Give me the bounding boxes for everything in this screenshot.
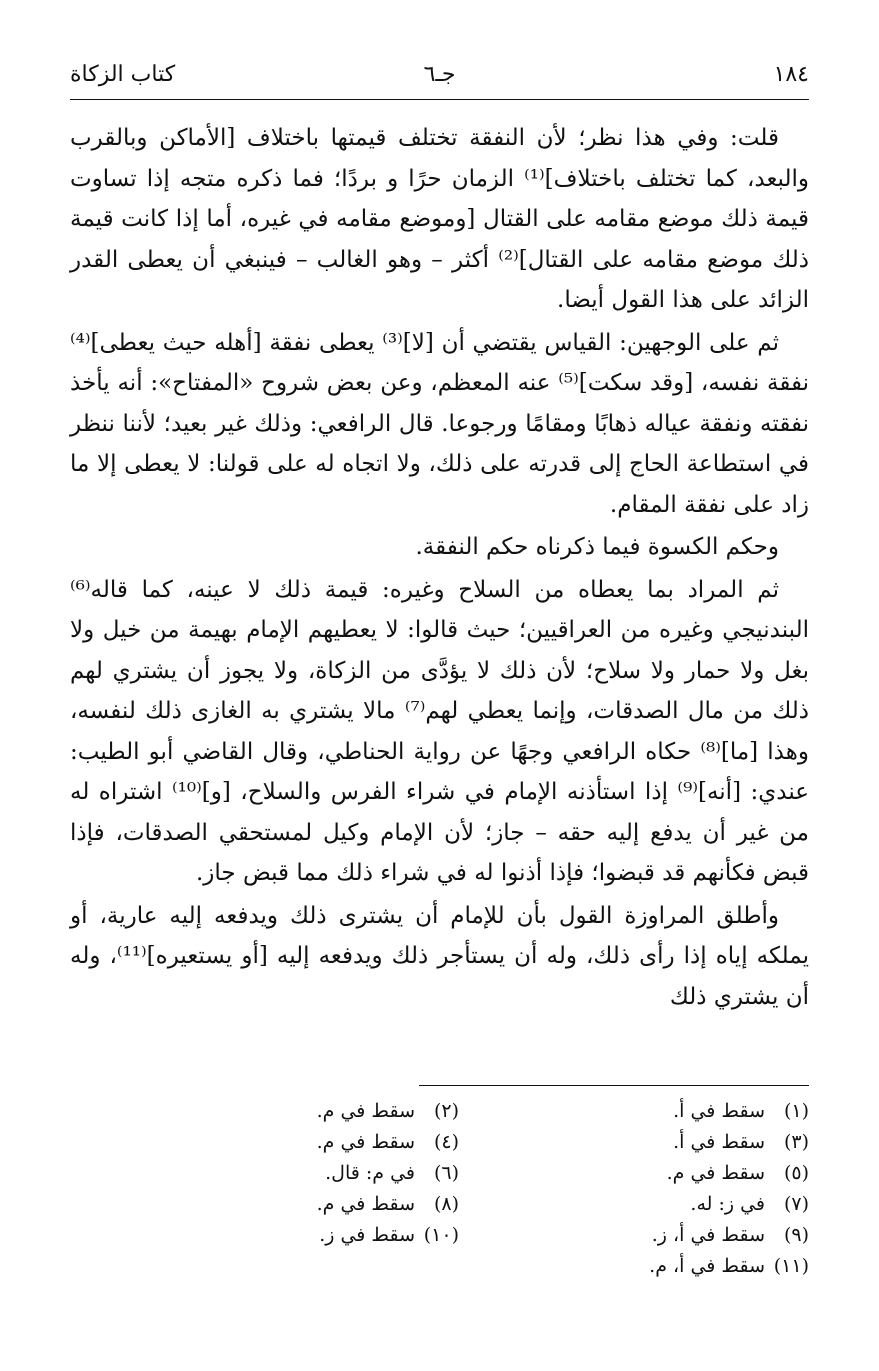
main-text <box>70 118 809 1017</box>
page-number: ١٨٤ <box>773 62 809 87</box>
footnote-number: (٦) <box>433 1162 459 1184</box>
footnote-3 <box>459 1127 809 1158</box>
footnote-text: سقط في أ، ز. <box>651 1224 765 1246</box>
footnote-text: في م: قال. <box>325 1162 415 1184</box>
volume-label: جـ٦ <box>423 62 456 87</box>
footnote-2 <box>109 1096 459 1127</box>
book-title: كتاب الزكاة <box>70 62 176 87</box>
footnote-6 <box>109 1158 459 1189</box>
paragraph-5: وأطلق المراوزة القول بأن للإمام أن يشترى ذلك ويدفعه إليه عارية، أو يملكه إياه إذا رأى ذلك، وله أن يستأجر ذلك ويدفعه إليه [أو يستعيره]⁽¹¹⁾، وله أن يشتري ذلك <box>70 902 809 1010</box>
footnote-7 <box>459 1189 809 1220</box>
footnote-text: سقط في م. <box>316 1131 415 1153</box>
footnote-10 <box>109 1220 459 1251</box>
footnote-8 <box>109 1189 459 1220</box>
footnote-number: (٨) <box>433 1193 459 1215</box>
paragraph-3: وحكم الكسوة فيما ذكرناه حكم النفقة. <box>415 534 779 560</box>
paragraph-1: قلت: وفي هذا نظر؛ لأن النفقة تختلف قيمتها باختلاف [الأماكن وبالقرب والبعد، كما تختلف باختلاف]⁽¹⁾ الزمان حرًا و بردًا؛ فما ذكره متجه إذا تساوت قيمة ذلك موضع مقامه على القتال [وموضع مقامه في غيره، أما إذا كانت قيمة ذلك موضع مقامه على القتال]⁽²⁾ أكثر – وهو الغالب – فينبغي أن يعطى القدر الزائد على هذا القول أيضا. <box>70 125 810 313</box>
header-divider <box>70 99 809 100</box>
footnote-number: (٧) <box>783 1193 809 1215</box>
footnote-5 <box>459 1158 809 1189</box>
footnotes <box>109 1096 809 1282</box>
footnote-text: سقط في ز. <box>319 1224 415 1246</box>
footnote-11 <box>459 1251 809 1282</box>
footnote-1 <box>459 1096 809 1127</box>
footnote-number: (٣) <box>783 1131 809 1153</box>
footnote-number: (١٠) <box>423 1224 459 1246</box>
footnote-4 <box>109 1127 459 1158</box>
footnote-text: سقط في م. <box>316 1193 415 1215</box>
footnote-number: (٥) <box>783 1162 809 1184</box>
footnote-text: سقط في م. <box>316 1100 415 1122</box>
footnote-text: سقط في أ، م. <box>649 1255 765 1277</box>
footnote-number: (١١) <box>773 1255 809 1277</box>
footnote-text: في ز: له. <box>690 1193 765 1215</box>
paragraph-2: ثم على الوجهين: القياس يقتضي أن [لا]⁽³⁾ يعطى نفقة [أهله حيث يعطى]⁽⁴⁾ نفقة نفسه، [وقد سكت]⁽⁵⁾ عنه المعظم، وعن بعض شروح «المفتاح»: أنه يأخذ نفقته ونفقة عياله ذهابًا ومقامًا ورجوعا. قال الرافعي: وذلك غير بعيد؛ لأننا ننظر في استطاعة الحاج إلى قدرته على ذلك، ولا اتجاه له على قولنا: لا يعطى إلا ما زاد على نفقة المقام. <box>70 329 809 518</box>
footnote-text: سقط في أ. <box>673 1131 765 1153</box>
footnote-number: (٤) <box>433 1131 459 1153</box>
footnote-9 <box>459 1220 809 1251</box>
footnote-text: سقط في م. <box>666 1162 765 1184</box>
running-header <box>70 58 809 98</box>
footnote-number: (٢) <box>433 1100 459 1122</box>
paragraph-4: ثم المراد بما يعطاه من السلاح وغيره: قيمة ذلك لا عينه، كما قاله⁽⁶⁾ البندنيجي وغيره من العراقيين؛ حيث قالوا: لا يعطيهم الإمام بهيمة من خيل ولا بغل ولا حمار ولا سلاح؛ لأن ذلك لا يؤدَّى من الزكاة، ولا يجوز أن يشتري لهم ذلك من مال الصدقات، وإنما يعطي لهم⁽⁷⁾ مالا يشتري به الغازى ذلك لنفسه، وهذا [ما]⁽⁸⁾ حكاه الرافعي وجهًا عن رواية الحناطي، وقال القاضي أبو الطيب: عندي: [أنه]⁽⁹⁾ إذا استأذنه الإمام في شراء الفرس والسلاح، [و]⁽¹⁰⁾ اشتراه له من غير أن يدفع إليه حقه – جاز؛ لأن الإمام وكيل لمستحقي الصدقات، فإذا قبض فكأنهم قد قبضوا؛ فإذا أذنوا له في شراء ذلك مما قبض جاز. <box>70 576 810 886</box>
footnote-number: (١) <box>783 1100 809 1122</box>
footnote-number: (٩) <box>783 1224 809 1246</box>
footnote-divider <box>419 1085 809 1086</box>
footnote-text: سقط في أ. <box>673 1100 765 1122</box>
